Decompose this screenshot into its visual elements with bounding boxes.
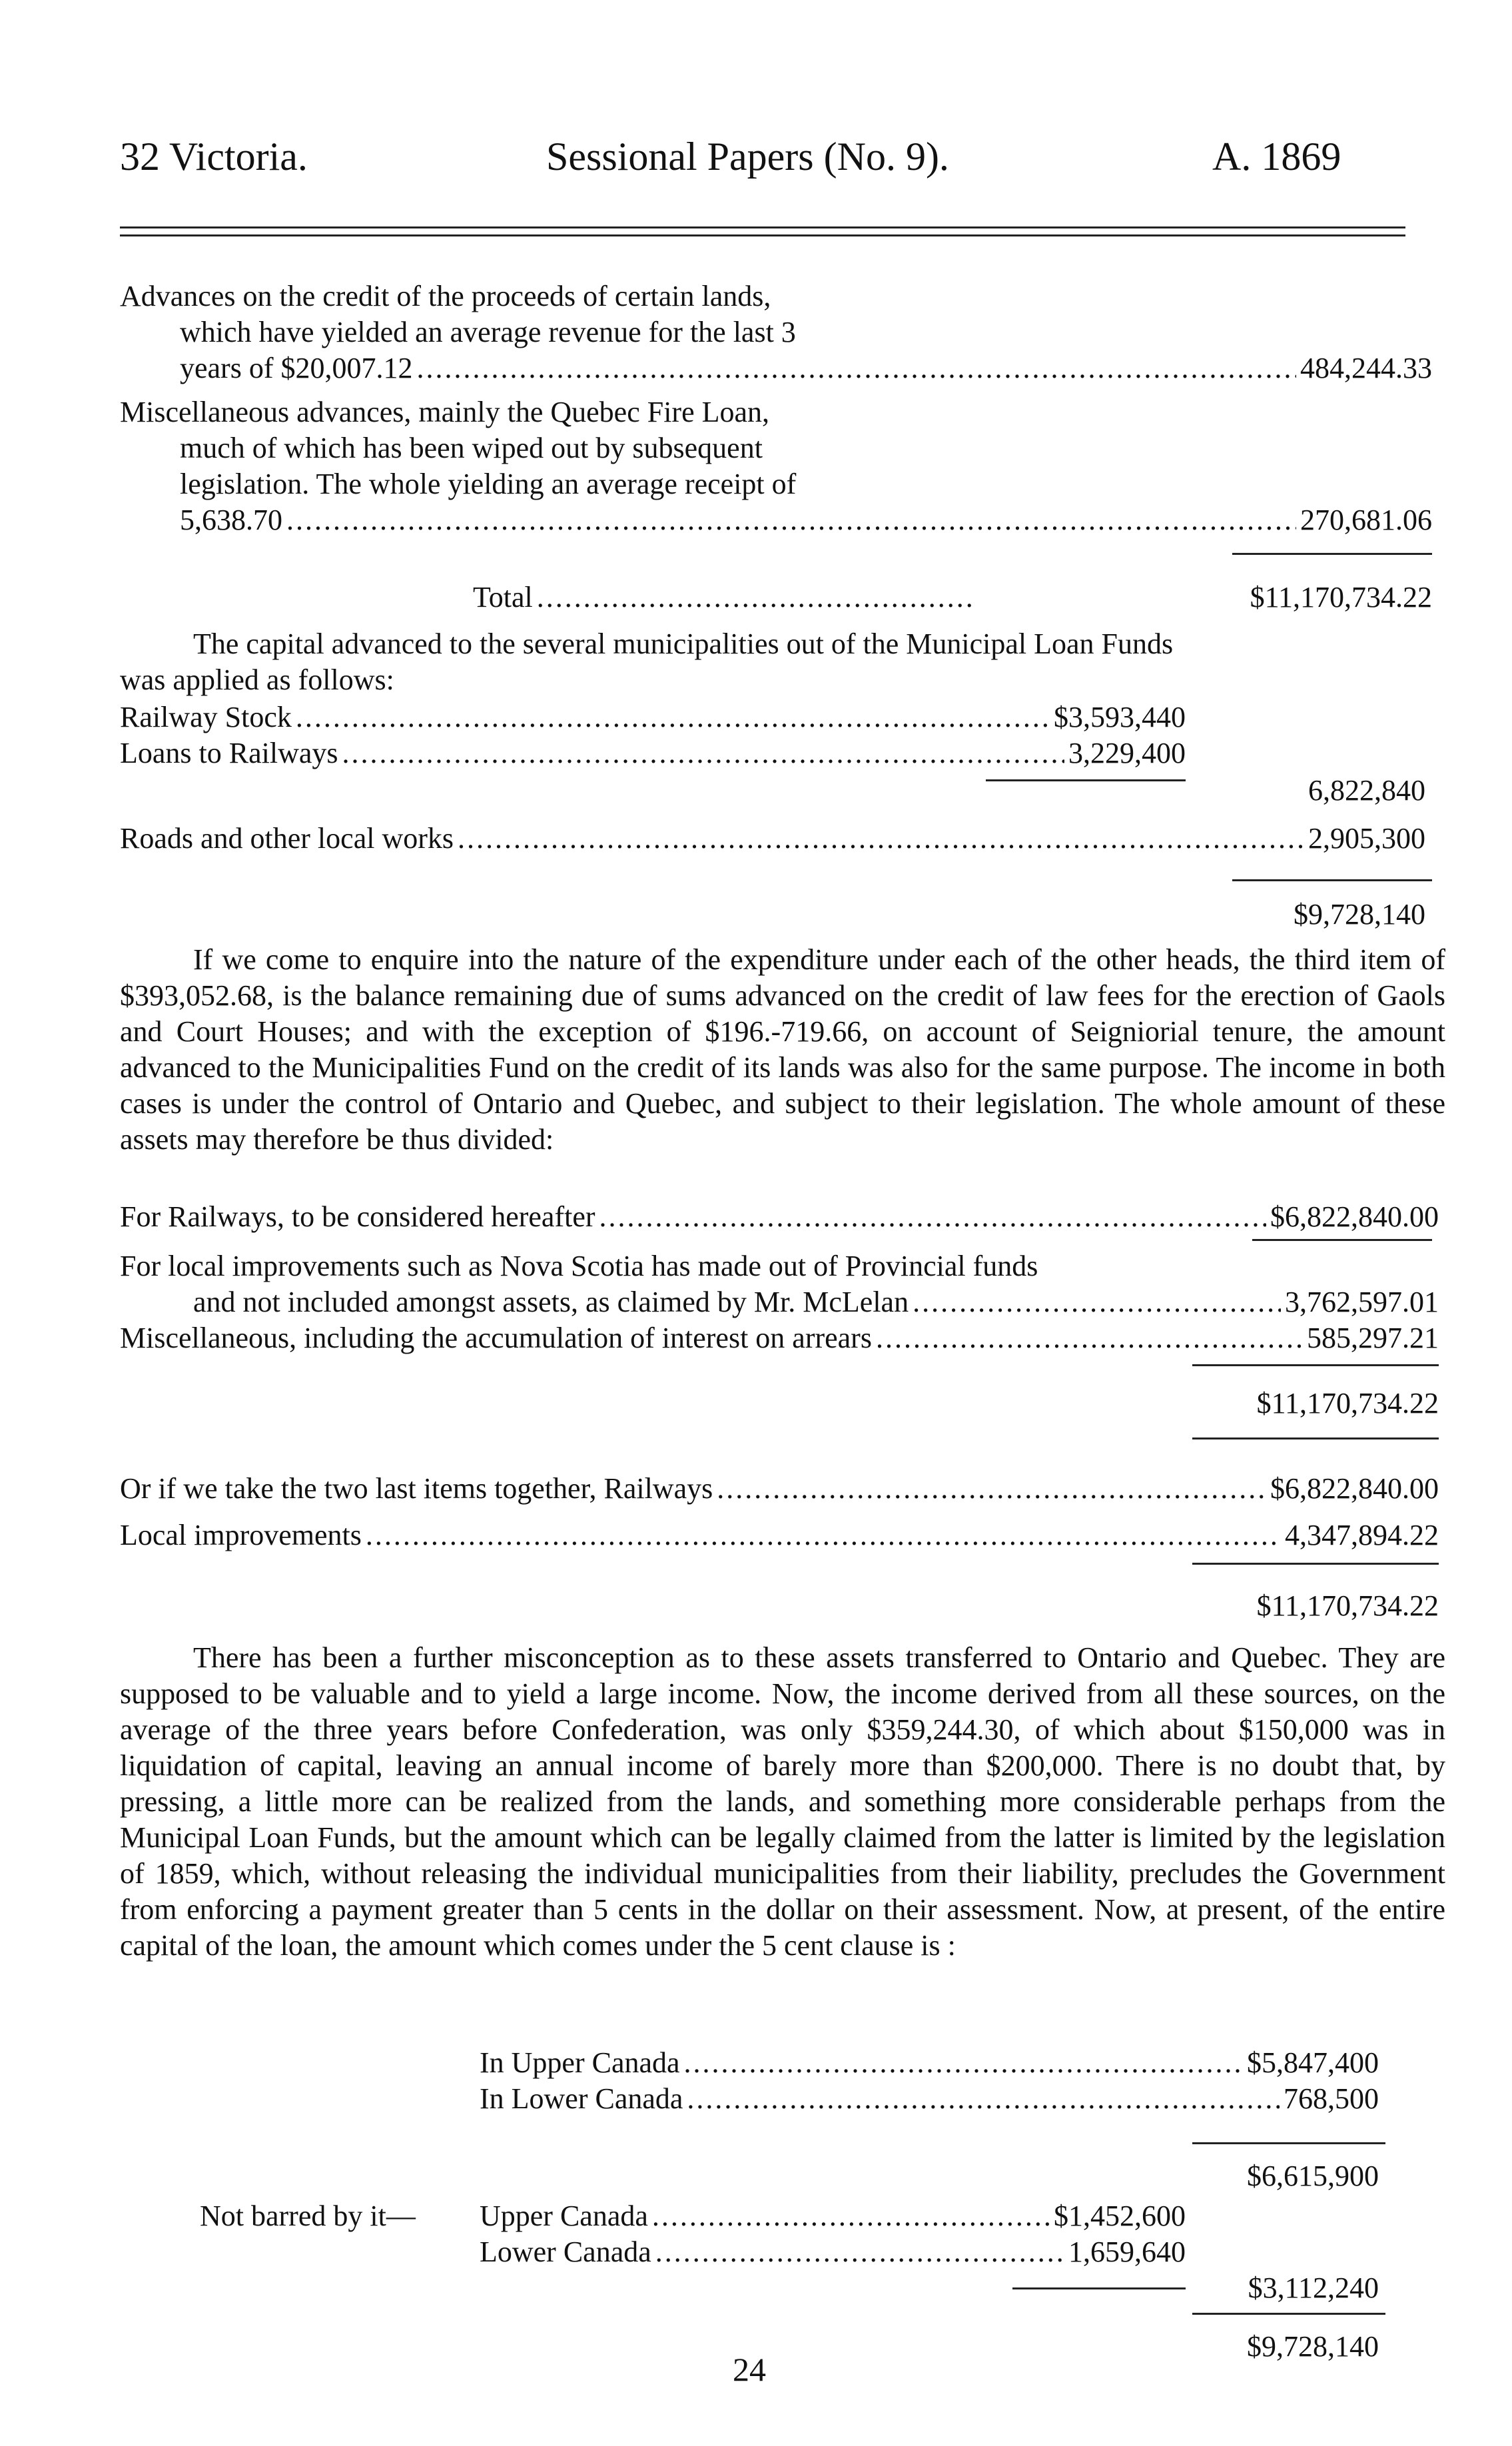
rule (1012, 2287, 1186, 2289)
leader-dots (717, 1471, 1266, 1507)
applied-total: $9,728,140 (1294, 898, 1425, 931)
not-barred-amount: 1,659,640 (1068, 2236, 1186, 2268)
page-number: 24 (733, 2351, 766, 2388)
together-row-1 (120, 1471, 1439, 1507)
clause-amount: $5,847,400 (1247, 2046, 1379, 2079)
not-barred-label: Upper Canada (480, 2200, 648, 2232)
not-barred-subtotal: $3,112,240 (1248, 2271, 1379, 2304)
not-barred-row-2 (480, 2234, 1186, 2270)
header-center: Sessional Papers (No. 9). (546, 135, 949, 179)
together-row-2 (120, 1517, 1439, 1553)
rule (986, 779, 1186, 781)
not-barred-label: Lower Canada (480, 2236, 651, 2268)
total-label: Total (473, 581, 533, 613)
not-barred-prefix: Not barred by it— (200, 2200, 416, 2232)
applied-row-1 (120, 699, 1186, 735)
grand-total: $9,728,140 (1247, 2330, 1379, 2363)
applied-row-2 (120, 735, 1186, 771)
divided-amount: 3,762,597.01 (1285, 1286, 1439, 1318)
divided-label: For local improvements such as Nova Scotia has made out of Provincial funds (120, 1250, 1038, 1282)
advance-1-line-2: which have yielded an average revenue for the last 3 (180, 316, 796, 348)
applied-amount: $3,593,440 (1054, 701, 1186, 733)
leader-dots (913, 1284, 1281, 1320)
header-rule-bottom (120, 234, 1405, 236)
rule (1192, 2142, 1385, 2144)
advance-2-line-3: legislation. The whole yielding an average receipt of (180, 468, 797, 500)
leader-dots (599, 1199, 1266, 1235)
rule (1232, 553, 1432, 555)
divided-amount: 585,297.21 (1307, 1322, 1439, 1354)
roads-label: Roads and other local works (120, 822, 454, 855)
clause-row-1 (480, 2045, 1379, 2081)
advance-2-line-2: much of which has been wiped out by subsequent (180, 432, 763, 464)
paragraph-expenditure (120, 942, 1445, 1158)
advance-1-line-3: years of $20,007.12 (180, 352, 413, 384)
leader-dots (286, 502, 1296, 538)
divided-total: $11,170,734.22 (1256, 1387, 1439, 1420)
header-right: A. 1869 (1212, 135, 1341, 179)
rule (1192, 1364, 1439, 1366)
divided-amount: $6,822,840.00 (1270, 1200, 1439, 1233)
divided-row-3 (120, 1320, 1439, 1356)
rule (1192, 1563, 1439, 1565)
clause-row-2 (480, 2081, 1379, 2117)
leader-dots (687, 2081, 1280, 2117)
advance-2-amount: 270,681.06 (1300, 504, 1432, 536)
leader-dots (655, 2234, 1064, 2270)
advance-1-amount: 484,244.33 (1300, 352, 1432, 384)
leader-dots (296, 699, 1050, 735)
advance-1-row (180, 350, 1432, 386)
rule (1192, 2313, 1385, 2315)
not-barred-row-1 (480, 2198, 1186, 2234)
header-rule-top (120, 226, 1405, 228)
applied-subtotal: 6,822,840 (1308, 774, 1425, 807)
clause-label: In Lower Canada (480, 2082, 683, 2115)
leader-dots (417, 350, 1297, 386)
applied-label: Railway Stock (120, 701, 292, 733)
divided-label: Miscellaneous, including the accumulation of interest on arrears (120, 1322, 872, 1354)
together-amount: 4,347,894.22 (1285, 1519, 1439, 1551)
clause-total: $6,615,900 (1247, 2160, 1379, 2192)
rule (1232, 879, 1432, 881)
applied-label: Loans to Railways (120, 737, 338, 769)
total-label-row (473, 580, 979, 615)
applied-intro-line-1: The capital advanced to the several municipalities out of the Municipal Loan Funds (193, 627, 1174, 660)
leader-dots (652, 2198, 1050, 2234)
header-left: 32 Victoria. (120, 135, 308, 179)
not-barred-amount: $1,452,600 (1054, 2200, 1186, 2232)
clause-label: In Upper Canada (480, 2046, 680, 2079)
leader-dots (537, 580, 975, 615)
paragraph-text: If we come to enquire into the nature of the expenditure under each of the other heads, the third item of $393,052.68, is the balance remaining due of sums advanced on the credit of law fees for the erection of Gaols and Court Houses; and with the exception of $196.-719.66, on account of Seigniorial tenure, the amount advanced to the Municipalities Fund on the credit of its lands was also for the same purpose. The income in both cases is under the control of Ontario and Quebec, and subject to their legislation. The whole amount of these assets may therefore be thus divided: (120, 943, 1445, 1156)
leader-dots (684, 2045, 1243, 2081)
together-label: Local improvements (120, 1519, 362, 1551)
roads-row (120, 821, 1425, 857)
rule (1252, 1239, 1432, 1241)
applied-amount: 3,229,400 (1068, 737, 1186, 769)
leader-dots (458, 821, 1304, 857)
clause-amount: 768,500 (1284, 2082, 1379, 2115)
advance-2-line-4: 5,638.70 (180, 504, 282, 536)
paragraph-misconception (120, 1640, 1445, 1964)
divided-row-1 (120, 1199, 1439, 1235)
divided-label: and not included amongst assets, as claimed by Mr. McLelan (193, 1286, 909, 1318)
divided-label: For Railways, to be considered hereafter (120, 1200, 595, 1233)
advance-2-row (180, 502, 1432, 538)
leader-dots (342, 735, 1064, 771)
together-total: $11,170,734.22 (1256, 1589, 1439, 1622)
together-label: Or if we take the two last items together, Railways (120, 1472, 713, 1505)
total-amount: $11,170,734.22 (1250, 581, 1432, 613)
together-amount: $6,822,840.00 (1270, 1472, 1439, 1505)
divided-row-2 (193, 1284, 1439, 1320)
applied-intro-line-2: was applied as follows: (120, 663, 394, 696)
rule (1192, 1437, 1439, 1439)
advance-1-line-1: Advances on the credit of the proceeds of certain lands, (120, 280, 771, 312)
advance-2-line-1: Miscellaneous advances, mainly the Quebec Fire Loan, (120, 396, 770, 428)
leader-dots (876, 1320, 1303, 1356)
paragraph-text: There has been a further misconception as to these assets transferred to Ontario and Quebec. They are supposed to be valuable and to yield a large income. Now, the income derived from all these sources, on the average of the three years before Confederation, was only $359,244.30, of which about $150,000 was in liquidation of capital, leaving an annual income of barely more than $200,000. There is no doubt that, by pressing, a little more can be realized from the lands, and something more considerable perhaps from the Municipal Loan Funds, but the amount which can be legally claimed from the latter is limited by the legislation of 1859, which, without releasing the individual municipalities from their liability, precludes the Government from enforcing a payment greater than 5 cents in the dollar on their assessment. Now, at present, of the entire capital of the loan, the amount which comes under the 5 cent clause is : (120, 1641, 1445, 1962)
roads-amount: 2,905,300 (1308, 822, 1425, 855)
leader-dots (366, 1517, 1281, 1553)
